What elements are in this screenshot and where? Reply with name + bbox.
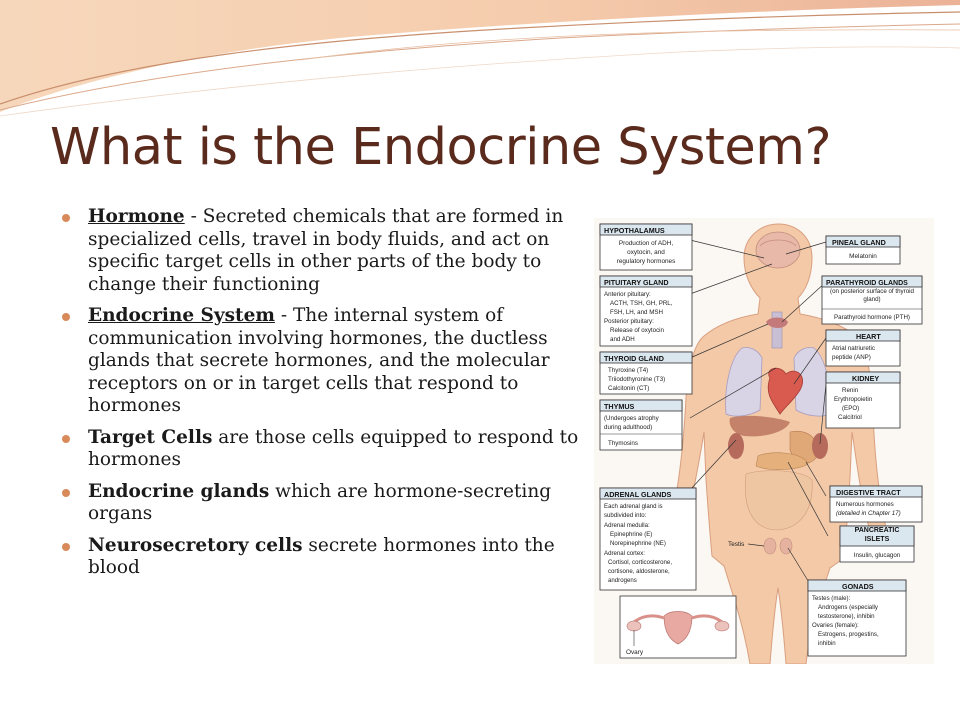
- adrenal-line: Cortisol, corticosterone,: [608, 559, 673, 566]
- pituitary-line: and ADH: [610, 336, 635, 343]
- thymus-line: during adulthood): [604, 424, 653, 431]
- gonads-line: Estrogens, progestins,: [818, 631, 879, 638]
- kidney-line: Erythropoietin: [834, 396, 873, 403]
- definition: - The internal system of communication involving hormones, the ductless glands that secrete hormones, and the molecular receptors on or in target cells that respond to hormones: [88, 305, 550, 416]
- thyroid-line: Calcitonin (CT): [608, 385, 650, 392]
- adrenal-line: Epinephrine (E): [610, 531, 653, 538]
- label-adrenal-glands: [600, 488, 696, 590]
- definition: are those cells equipped to respond to hormones: [88, 426, 579, 470]
- gonads-line: Androgens (especially: [818, 604, 878, 611]
- definition-list: [60, 206, 585, 589]
- testis-label: Testis: [728, 541, 745, 548]
- heart-line: peptide (ANP): [832, 354, 871, 361]
- definition: secrete hormones into the blood: [88, 534, 555, 578]
- endocrine-diagram: [594, 218, 934, 664]
- definition: which are hormone-secreting organs: [88, 480, 552, 524]
- list-item: [60, 305, 585, 418]
- term: Neurosecretory cells: [88, 534, 303, 556]
- bullet-icon: [62, 543, 70, 551]
- pituitary-line: Anterior pituitary:: [604, 291, 651, 298]
- digestive-line: (detailed in Chapter 17): [836, 510, 901, 517]
- endocrine-system-figure: [594, 218, 934, 664]
- term: Target Cells: [88, 426, 213, 448]
- adrenal-line: cortisone, aldosterone,: [608, 568, 670, 575]
- definition: - Secreted chemicals that are formed in specialized cells, travel in body fluids, and act on specific target cells in other parts of the body to change their functioning: [88, 206, 564, 295]
- hypothalamus-line: oxytocin, and: [627, 249, 665, 256]
- thyroid-line: Triiodothyronine (T3): [608, 376, 666, 383]
- hypothalamus-line: Production of ADH,: [618, 240, 674, 247]
- term: Endocrine glands: [88, 480, 270, 502]
- parathyroid-hormone: Parathyroid hormone (PTH): [834, 314, 910, 321]
- gonads-line: Testes (male):: [812, 595, 851, 602]
- thymus-hormone: Thymosins: [608, 440, 638, 447]
- gonads-line: inhibin: [818, 640, 836, 647]
- thymus-line: (Undergoes atrophy: [604, 415, 659, 422]
- bullet-icon: [62, 214, 70, 222]
- parathyroid-title: PARATHYROID GLANDS: [826, 280, 908, 287]
- label-thymus: [600, 400, 682, 450]
- list-item: [60, 427, 585, 472]
- thyroid-line: Thyroxine (T4): [608, 367, 649, 374]
- list-item: [60, 206, 585, 296]
- thymus-title: THYMUS: [604, 402, 635, 411]
- slide-title: What is the Endocrine System?: [50, 118, 832, 177]
- list-item: [60, 481, 585, 526]
- kidney-title: KIDNEY: [852, 374, 880, 383]
- gonads-line: Ovaries (female):: [812, 622, 859, 629]
- hypothalamus-title: HYPOTHALAMUS: [604, 226, 665, 235]
- heart-line: Atrial natriuretic: [832, 345, 875, 352]
- pineal-title: PINEAL GLAND: [832, 238, 886, 247]
- label-pituitary-gland: [600, 276, 692, 346]
- label-hypothalamus: [600, 224, 692, 270]
- label-digestive-tract: [830, 486, 922, 522]
- thyroid-title: THYROID GLAND: [604, 354, 664, 363]
- adrenal-line: Adrenal cortex:: [604, 550, 645, 557]
- kidney-line: Renin: [842, 387, 859, 394]
- bullet-icon: [62, 313, 70, 321]
- label-parathyroid-glands: [822, 276, 922, 324]
- parathyroid-subtitle: (on posterior surface of thyroid gland): [830, 288, 914, 303]
- heart-title: HEART: [856, 332, 881, 341]
- header-swoosh-decoration: [0, 0, 960, 120]
- pituitary-line: Release of oxytocin: [610, 327, 664, 334]
- pituitary-title: PITUITARY GLAND: [604, 278, 669, 287]
- adrenal-title: ADRENAL GLANDS: [604, 490, 672, 499]
- pituitary-line: ACTH, TSH, GH, PRL,: [610, 300, 673, 307]
- label-pancreatic-islets: [840, 526, 914, 562]
- kidney-line: Calcitriol: [838, 414, 862, 421]
- term: Hormone: [88, 206, 185, 227]
- hypothalamus-line: regulatory hormones: [616, 258, 676, 265]
- kidney-line: (EPO): [842, 405, 860, 412]
- gonads-title: GONADS: [842, 582, 874, 591]
- pituitary-line: FSH, LH, and MSH: [610, 309, 663, 316]
- adrenal-line: Adrenal medulla:: [604, 522, 650, 529]
- label-gonads: [808, 580, 906, 656]
- label-kidney: [826, 372, 900, 428]
- adrenal-line: subdivided into:: [604, 512, 647, 519]
- gonads-line: testosterone), inhibin: [818, 613, 875, 620]
- bullet-icon: [62, 435, 70, 443]
- label-heart: [826, 330, 900, 366]
- bullet-icon: [62, 489, 70, 497]
- ovary-inset: [620, 596, 736, 658]
- adrenal-line: Norepinephrine (NE): [610, 540, 666, 547]
- pancreatic-title: PANCREATIC ISLETS: [854, 527, 900, 543]
- list-item: [60, 535, 585, 580]
- pituitary-line: Posterior pituitary:: [604, 318, 654, 325]
- pancreatic-hormone: Insulin, glucagon: [853, 552, 901, 559]
- label-pineal-gland: [826, 236, 900, 264]
- term: Endocrine System: [88, 305, 275, 326]
- digestive-line: Numerous hormones: [836, 501, 894, 508]
- pineal-hormone: Melatonin: [849, 253, 877, 260]
- adrenal-line: Each adrenal gland is: [604, 503, 663, 510]
- ovary-label: Ovary: [626, 649, 644, 656]
- label-thyroid-gland: [600, 352, 692, 394]
- digestive-title: DIGESTIVE TRACT: [836, 488, 901, 497]
- adrenal-line: androgens: [608, 577, 637, 584]
